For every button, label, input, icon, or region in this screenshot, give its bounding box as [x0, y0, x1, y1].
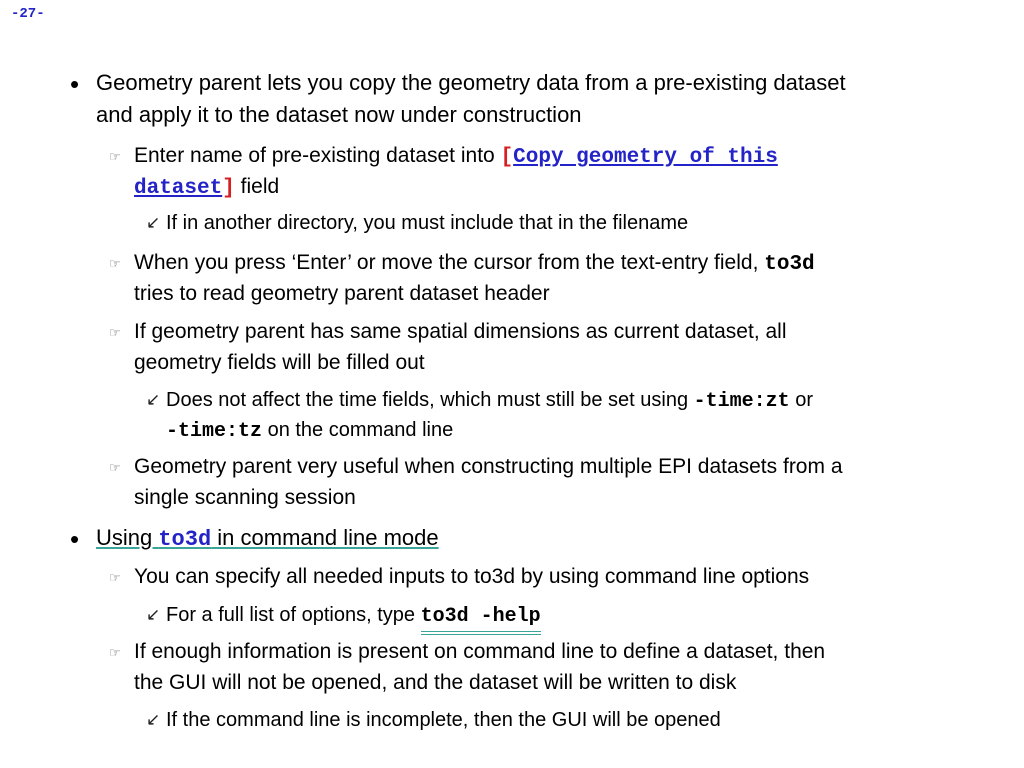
- sub-3a-text: Does not affect the time fields, which must still be set using: [166, 389, 694, 411]
- sub-1-line-2: [134, 175, 279, 201]
- bullet-2-rest: in command line mode: [211, 525, 439, 550]
- bullet-dot-icon: •: [70, 524, 80, 554]
- arrow-icon: ↙: [146, 213, 161, 232]
- sub-2-text: When you press ‘Enter’ or move the cursor from the text-entry field,: [134, 251, 765, 274]
- hand-icon: ☞: [109, 325, 121, 340]
- bullet-1-line-2: and apply it to the dataset now under construction: [96, 102, 582, 127]
- bracket-open: [: [500, 146, 514, 169]
- sub-5-text: You can specify all needed inputs to to3d by using command line options: [134, 565, 810, 588]
- sub-3a-end: on the command line: [262, 419, 454, 441]
- copy-geometry-field-name: Copy geometry of this: [513, 146, 778, 169]
- bracket-close: ]: [222, 177, 235, 200]
- bullet-1-line-1: Geometry parent lets you copy the geometry data from a pre-existing dataset: [96, 70, 846, 95]
- sub-4-line-2: single scanning session: [134, 486, 356, 509]
- bullet-2-using: Using: [96, 525, 159, 550]
- page-number: -27-: [11, 6, 45, 22]
- time-tz-code: -time:tz: [166, 420, 263, 443]
- sub-1-text: Enter name of pre-existing dataset into: [134, 144, 501, 167]
- sub-5a-text: For a full list of options, type: [166, 604, 421, 626]
- arrow-icon: ↙: [146, 605, 161, 624]
- copy-geometry-field-name-cont: dataset: [134, 177, 223, 200]
- sub-1a-text: If in another directory, you must include that in the filename: [166, 212, 689, 234]
- time-zt-code: -time:zt: [693, 390, 790, 413]
- to3d-link-code: to3d: [158, 527, 212, 552]
- sub-1-field-word: field: [234, 175, 280, 198]
- sub-2-line-1: [134, 251, 815, 277]
- hand-icon: ☞: [109, 460, 121, 475]
- sub-5a-line: [166, 603, 541, 629]
- to3d-help-command[interactable]: to3d -help: [421, 605, 541, 635]
- bullet-2-line[interactable]: [96, 526, 439, 552]
- sub-6a-text: If the command line is incomplete, then the GUI will be opened: [166, 709, 721, 731]
- sub-2-line-2: tries to read geometry parent dataset header: [134, 282, 550, 305]
- arrow-icon: ↙: [146, 710, 161, 729]
- sub-3a-or: or: [789, 389, 814, 411]
- sub-1-line-1: [134, 144, 778, 170]
- hand-icon: ☞: [109, 645, 121, 660]
- sub-6-line-2: the GUI will not be opened, and the dataset will be written to disk: [134, 671, 737, 694]
- sub-6-line-1: If enough information is present on command line to define a dataset, then: [134, 640, 826, 663]
- sub-3-line-2: geometry fields will be filled out: [134, 351, 425, 374]
- sub-3-line-1: If geometry parent has same spatial dimensions as current dataset, all: [134, 320, 787, 343]
- bullet-dot-icon: •: [70, 69, 80, 99]
- arrow-icon: ↙: [146, 390, 161, 409]
- sub-3a-line-1: [166, 388, 813, 414]
- to3d-code: to3d: [764, 253, 815, 276]
- hand-icon: ☞: [109, 256, 121, 271]
- hand-icon: ☞: [109, 149, 121, 164]
- sub-3a-line-2: [166, 418, 453, 444]
- sub-4-line-1: Geometry parent very useful when constructing multiple EPI datasets from a: [134, 455, 843, 478]
- hand-icon: ☞: [109, 570, 121, 585]
